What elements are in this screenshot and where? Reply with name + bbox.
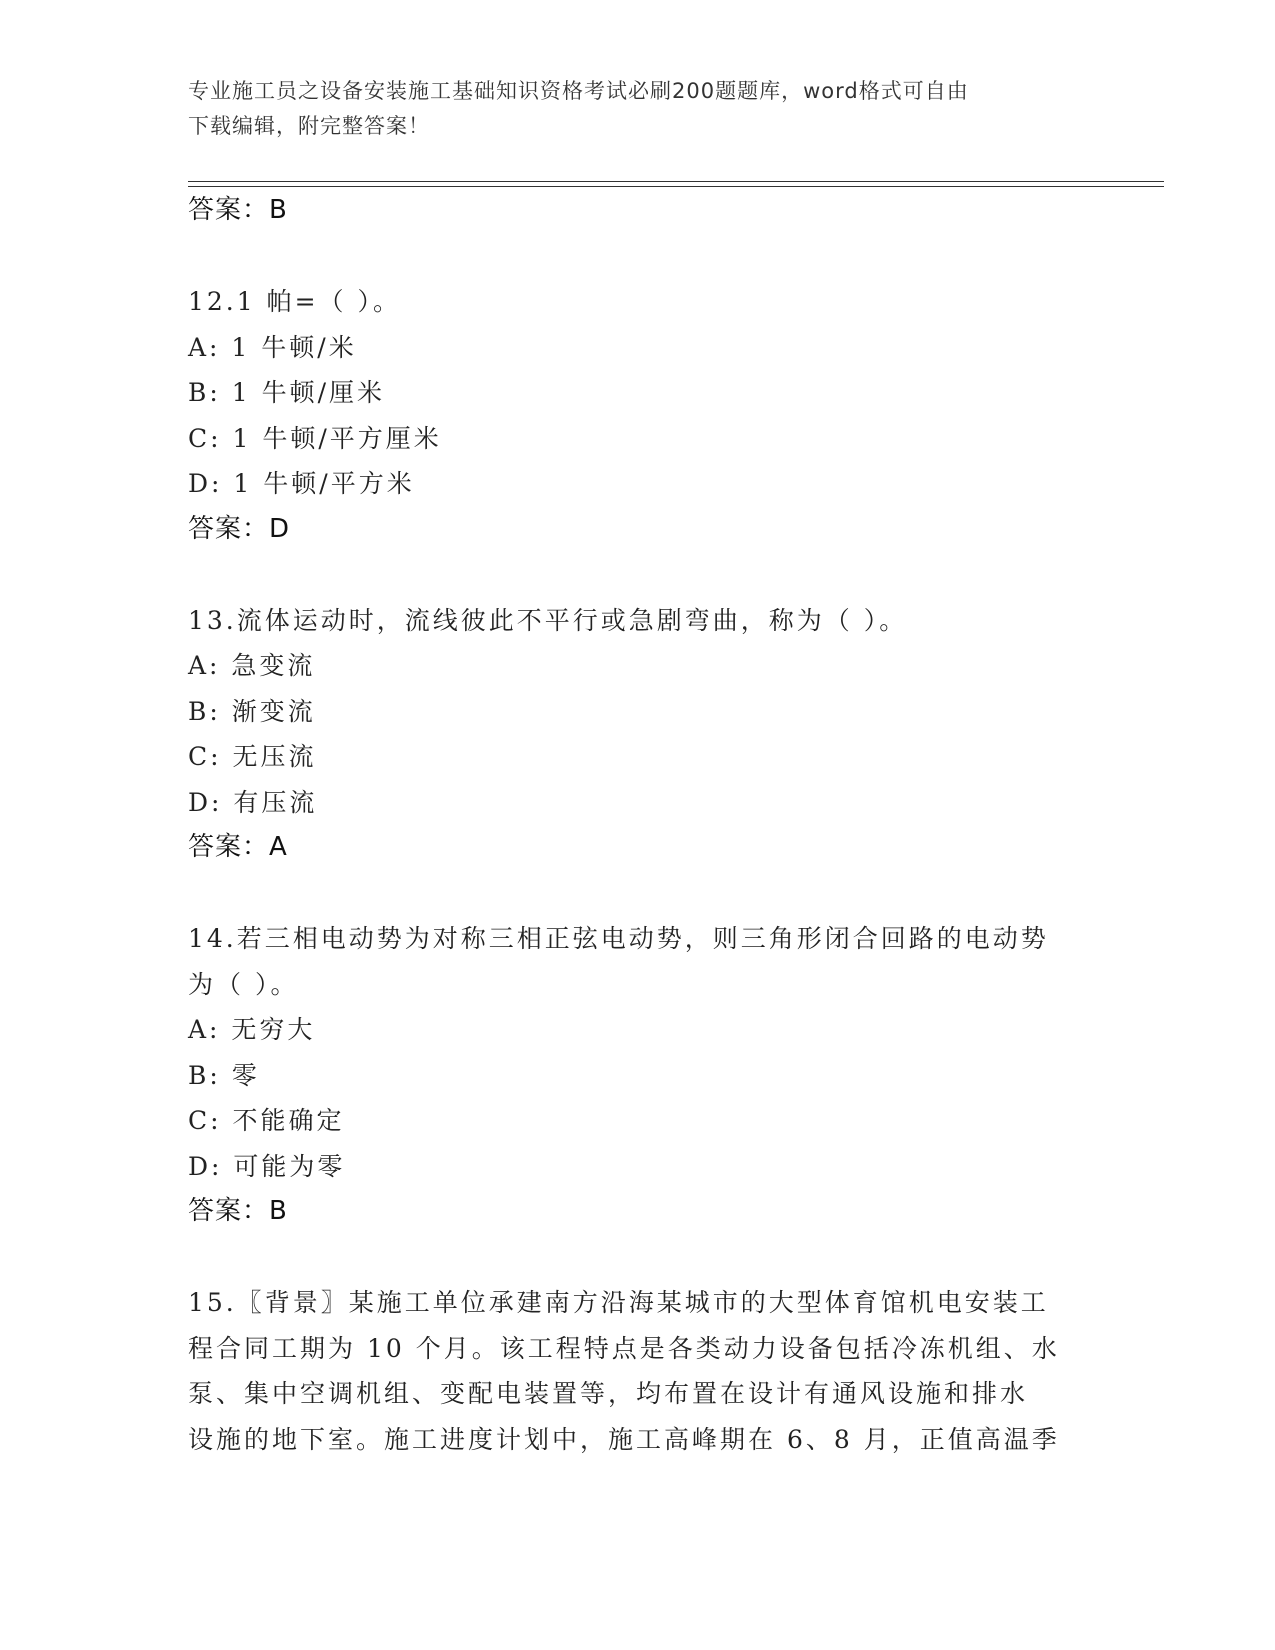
answer-line: 答案：A bbox=[188, 832, 288, 862]
header-line-2: 下载编辑，附完整答案！ bbox=[188, 114, 430, 138]
spacer bbox=[188, 234, 1088, 280]
question-13 bbox=[188, 598, 1088, 871]
question-12 bbox=[188, 279, 1088, 552]
answer-line: 答案：B bbox=[188, 195, 288, 225]
question-stem: 14.若三相电动势为对称三相正弦电动势，则三角形闭合回路的电动势 bbox=[188, 924, 1049, 953]
question-14 bbox=[188, 916, 1088, 1235]
answer-line: 答案：D bbox=[188, 513, 291, 544]
case-text-line: 程合同工期为 10 个月。该工程特点是各类动力设备包括冷冻机组、水 bbox=[188, 1333, 1060, 1363]
option-a: A: 急变流 bbox=[188, 651, 316, 680]
option-d: D: 有压流 bbox=[188, 787, 318, 817]
page-header bbox=[188, 74, 1088, 144]
option-c: C: 不能确定 bbox=[188, 1106, 345, 1135]
option-a: A: 无穷大 bbox=[188, 1015, 316, 1044]
option-b: B: 1 牛顿/厘米 bbox=[188, 378, 386, 407]
option-d: D: 1 牛顿/平方米 bbox=[188, 469, 415, 498]
option-d: D: 可能为零 bbox=[188, 1151, 346, 1181]
case-text-line: 15.〖背景〗某施工单位承建南方沿海某城市的大型体育馆机电安装工 bbox=[188, 1288, 1049, 1317]
header-rule-thin bbox=[188, 186, 1164, 187]
spacer bbox=[188, 1235, 1088, 1281]
case-text-line: 泵、集中空调机组、变配电装置等，均布置在设计有通风设施和排水 bbox=[188, 1379, 1029, 1408]
case-text-line: 设施的地下室。施工进度计划中，施工高峰期在 6、8 月，正值高温季 bbox=[188, 1424, 1060, 1454]
question-15 bbox=[188, 1280, 1088, 1462]
spacer bbox=[188, 871, 1088, 917]
option-b: B: 零 bbox=[188, 1060, 260, 1090]
spacer bbox=[188, 552, 1088, 598]
header-rule-thick bbox=[188, 181, 1164, 182]
question-stem: 13.流体运动时，流线彼此不平行或急剧弯曲，称为（ ）。 bbox=[188, 605, 908, 635]
option-a: A: 1 牛顿/米 bbox=[188, 332, 357, 362]
option-c: C: 1 牛顿/平方厘米 bbox=[188, 423, 442, 453]
header-line-1: 专业施工员之设备安装施工基础知识资格考试必刷200题题库，word格式可自由 bbox=[188, 79, 969, 103]
question-stem-continued: 为（ ）。 bbox=[188, 969, 299, 999]
question-stem: 12.1 帕=（ ）。 bbox=[188, 287, 402, 316]
option-c: C: 无压流 bbox=[188, 742, 317, 771]
option-b: B: 渐变流 bbox=[188, 696, 316, 726]
question-content bbox=[188, 188, 1088, 1462]
answer-line: 答案：B bbox=[188, 1196, 288, 1226]
